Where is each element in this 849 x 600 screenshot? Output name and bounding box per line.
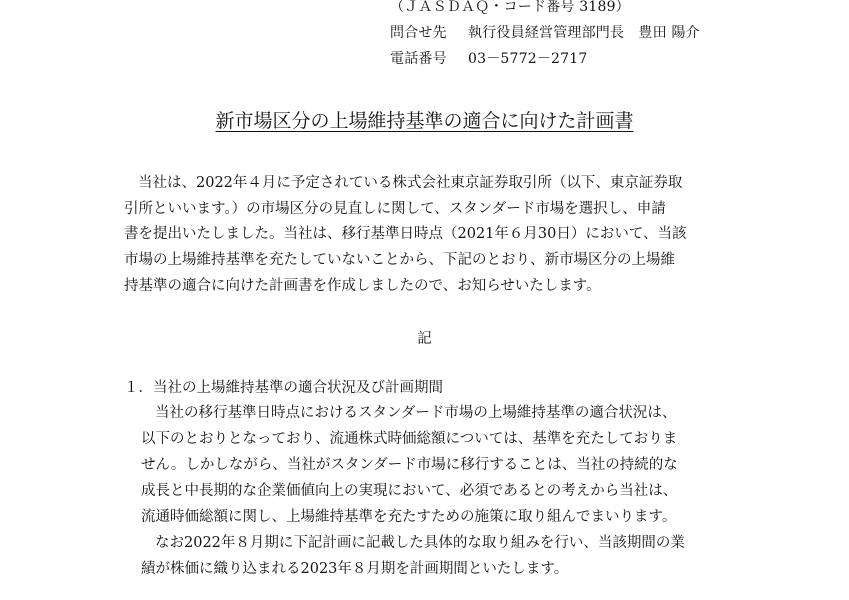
contact-line [390,24,700,42]
stock-code-line: （ＪＡＳＤＡＱ・コード番号 3189） [390,0,630,15]
phone-label: 電話番号 [390,51,447,67]
section-line: 当社の移行基準日時点におけるスタンダード市場の上場維持基準の適合状況は、 [155,405,677,421]
section-line: 流通時価総額に関し、上場維持基準を充たすための施策に取り組んでまいります。 [141,509,677,525]
section-line: せん。しかしながら、当社がスタンダード市場に移行することは、当社の持続的な [141,457,678,473]
ki-marker: 記 [417,331,432,347]
intro-line: 引所といいます。）の市場区分の見直しに関して、スタンダード市場を選択し、申請 [124,201,666,217]
document-title: 新市場区分の上場維持基準の適合に向けた計画書 [215,110,634,132]
section-line: 績が株価に織り込まれる2023年８月期を計画期間といたします。 [141,561,569,577]
contact-value: 執行役員経営管理部門長 豊田 陽介 [468,25,700,41]
phone-value: 03－5772－2717 [468,51,588,67]
section-line: なお2022年８月期に下記計画に記載した具体的な取り組みを行い、当該期間の業 [155,535,685,551]
section-1-heading: １．当社の上場維持基準の適合状況及び計画期間 [124,380,443,396]
phone-line [390,50,587,68]
intro-line: 市場の上場維持基準を充たしていないことから、下記のとおり、新市場区分の上場維 [124,252,675,268]
section-line: 以下のとおりとなっており、流通株式時価総額については、基準を充たしておりま [141,431,678,447]
contact-label: 問合せ先 [390,25,447,41]
section-line: 成長と中長期的な企業価値向上の実現において、必須であるとの考えから当社は、 [141,483,678,499]
intro-line: 書を提出いたしました。当社は、移行基準日時点（2021年６月30日）において、当該 [124,226,687,242]
intro-line: 当社は、2022年４月に予定されている株式会社東京証券取引所（以下、東京証券取 [138,175,683,191]
intro-line: 持基準の適合に向けた計画書を作成しましたので、お知らせいたします。 [124,278,601,294]
